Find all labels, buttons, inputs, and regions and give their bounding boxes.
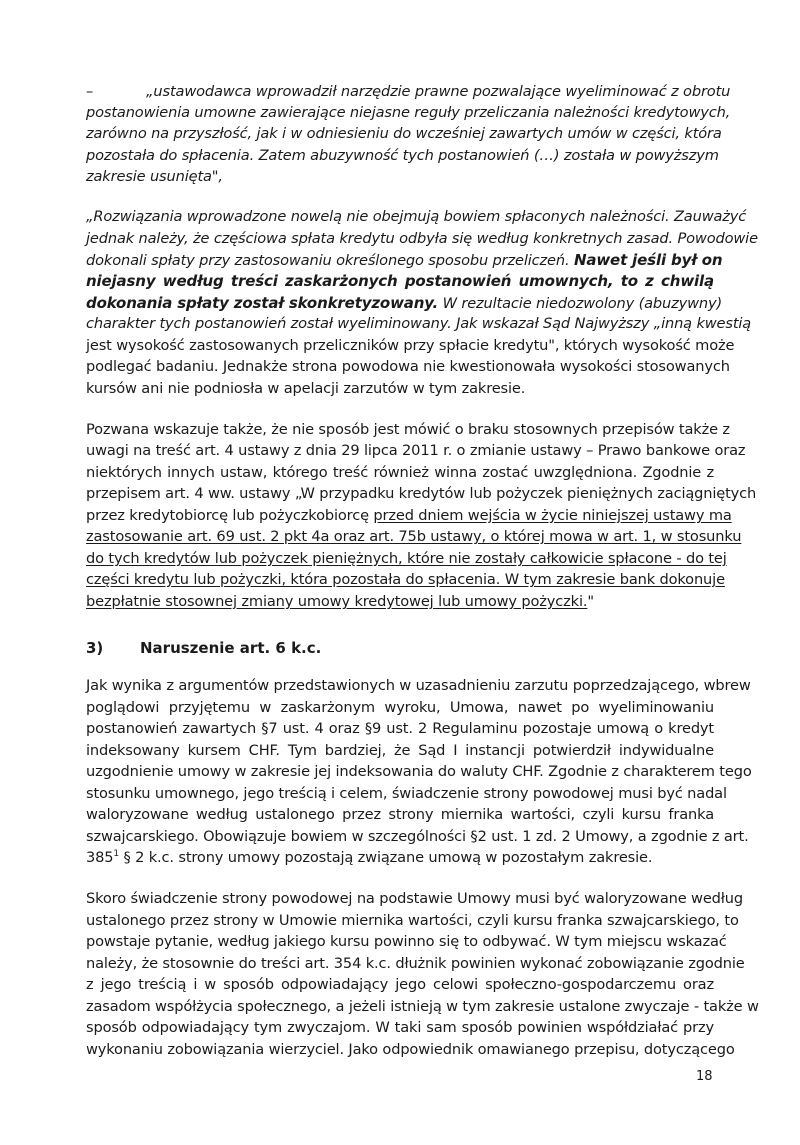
text-line (86, 848, 714, 868)
text-line: kursów ani nie podniosła w apelacji zarzutów w tym zakresie. (86, 380, 526, 397)
text-line: „ustawodawca wprowadził narzędzie prawne pozwalające wyeliminować z obrotu (146, 83, 731, 100)
text-line: pozostała do spłacenia. Zatem abuzywność tych postanowień (…) została w powyższym (86, 147, 719, 164)
text-line: stosunku umownego, jego treścią i celem, świadczenie strony powodowej musi być nadal (86, 785, 727, 802)
text-line: postanowień zawartych §7 ust. 4 oraz §9 ust. 2 Regulaminu pozostaje umową o kredyt (86, 720, 714, 737)
text-line (86, 293, 723, 314)
text-span: " (587, 593, 594, 610)
text-line: Jak wynika z argumentów przedstawionych w uzasadnieniu zarzutu poprzedzającego, wbrew (86, 677, 751, 694)
superscript: 1 (113, 849, 119, 860)
text-line: powstaje pytanie, według jakiego kursu powinno się to odbywać. W tym miejscu wskazać (86, 933, 727, 950)
text-line: z jego treścią i w sposób odpowiadający jego celowi społeczno-gospodarczemu oraz (86, 976, 714, 993)
text-line: przepisem art. 4 ww. ustawy „W przypadku kredytów lub pożyczek pieniężnych zaciągniętych (86, 485, 757, 502)
text-line: jednak należy, że częściowa spłata kredytu odbyła się według konkretnych zasad. Powodowie (86, 230, 758, 247)
text-line: jest wysokość zastosowanych przeliczników przy spłacie kredytu", których wysokość może (86, 337, 735, 354)
page-number: 18 (696, 1069, 713, 1084)
section-number: 3) (86, 639, 104, 657)
text-line (86, 506, 732, 526)
text-line: postanowienia umowne zawierające niejasne reguły przeliczania należności kredytowych, (86, 104, 731, 121)
text-line: poglądowi przyjętemu w zaskarżonym wyroku, Umowa, nawet po wyeliminowaniu (86, 699, 714, 716)
underlined-text: bezpłatnie stosownej zmiany umowy kredytowej lub umowy pożyczki. (86, 593, 588, 610)
text-line: zasadom współżycia społecznego, a jeżeli istnieją w tym zakresie ustalone zwyczaje - także w (86, 998, 759, 1015)
text-line: wykonaniu zobowiązania wierzyciel. Jako odpowiednik omawianego przepisu, dotyczącego (86, 1041, 735, 1058)
text-line: waloryzowane według ustalonego przez strony miernika wartości, czyli kursu franka (86, 806, 714, 823)
text-span: 385 (86, 849, 114, 866)
text-span: przez kredytobiorcę lub pożyczkobiorcę (86, 507, 369, 524)
text-line: niektórych innych ustaw, którego treść również winna zostać uwzględniona. Zgodnie z (86, 464, 714, 481)
text-span: W rezultacie niedozwolony (abuzywny) (442, 295, 723, 312)
text-line: „Rozwiązania wprowadzone nowelą nie obejmują bowiem spłaconych należności. Zauważyć (86, 208, 747, 225)
text-line: szwajcarskiego. Obowiązuje bowiem w szczególności §2 ust. 1 zd. 2 Umowy, a zgodnie z art. (86, 828, 749, 845)
underlined-line: zastosowanie art. 69 ust. 2 pkt 4a oraz art. 75b ustawy, o której mowa w art. 1, w stosunku (86, 528, 742, 545)
text-line (86, 592, 714, 612)
underlined-line: do tych kredytów lub pożyczek pieniężnych, które nie zostały całkowicie spłacone - do tej (86, 550, 727, 567)
text-line: uzgodnienie umowy w zakresie jej indeksowania do waluty CHF. Zgodnie z charakterem tego (86, 763, 752, 780)
text-line: ustalonego przez strony w Umowie miernika wartości, czyli kursu franka szwajcarskiego, to (86, 912, 739, 929)
text-line: indeksowany kursem CHF. Tym bardziej, że Sąd I instancji potwierdził indywidualne (86, 742, 714, 759)
emphasis-line: niejasny według treści zaskarżonych postanowień umownych, to z chwilą (86, 272, 714, 290)
text-line: zarówno na przyszłość, jak i w odniesieniu do wcześniej zawartych umów w części, która (86, 125, 722, 142)
text-line (86, 250, 723, 271)
underlined-text: przed dniem wejścia w życie niniejszej ustawy ma (373, 507, 732, 524)
text-line: sposób odpowiadający tym zwyczajom. W taki sam sposób powinien współdziałać przy (86, 1019, 714, 1036)
section-heading: Naruszenie art. 6 k.c. (140, 639, 322, 657)
text-line: Skoro świadczenie strony powodowej na podstawie Umowy musi być waloryzowane według (86, 890, 743, 907)
emphasis-text: dokonania spłaty został skonkretyzowany. (86, 294, 439, 312)
text-line: uwagi na treść art. 4 ustawy z dnia 29 lipca 2011 r. o zmianie ustawy – Prawo bankowe oraz (86, 442, 746, 459)
text-line: należy, że stosownie do treści art. 354 k.c. dłużnik powinien wykonać zobowiązanie zgodnie (86, 955, 745, 972)
underlined-line: części kredytu lub pożyczki, która pozostała do spłacenia. W tym zakresie bank dokonuje (86, 571, 725, 588)
text-span: dokonali spłaty przy zastosowaniu określonego sposobu przeliczeń. (86, 252, 570, 269)
list-dash: – (86, 83, 94, 100)
emphasis-text: Nawet jeśli był on (573, 251, 723, 269)
text-line: charakter tych postanowień został wyeliminowany. Jak wskazał Sąd Najwyższy „inną kwestią (86, 315, 752, 332)
text-span: § 2 k.c. strony umowy pozostają związane umową w pozostałym zakresie. (118, 849, 653, 866)
text-line: Pozwana wskazuje także, że nie sposób jest mówić o braku stosownych przepisów także z (86, 421, 730, 438)
text-line: zakresie usunięta", (86, 168, 223, 185)
text-line: podlegać badaniu. Jednakże strona powodowa nie kwestionowała wysokości stosowanych (86, 358, 730, 375)
